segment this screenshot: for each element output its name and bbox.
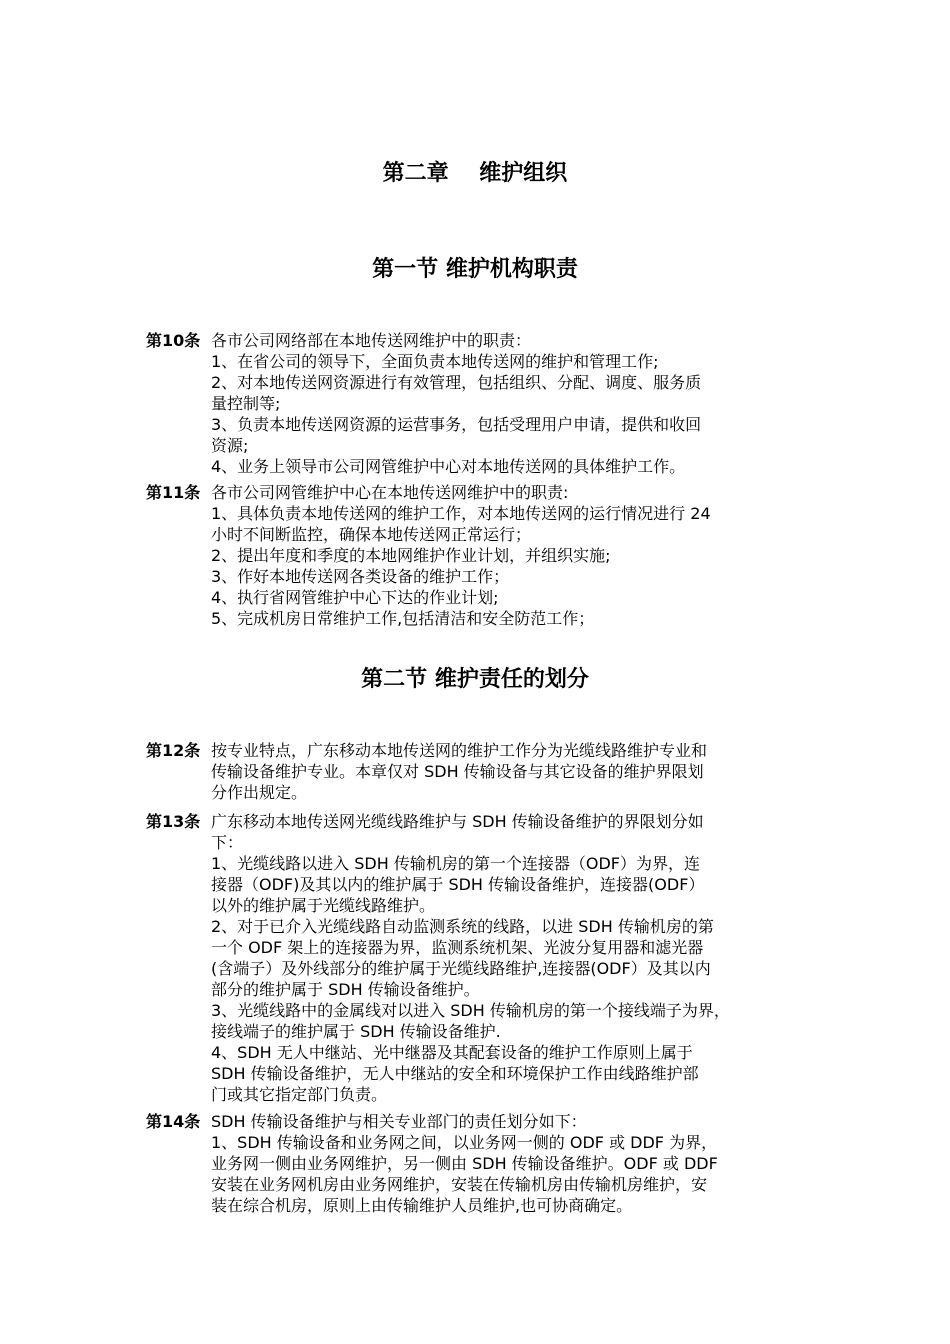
article-line: 传输设备维护专业。本章仅对 SDH 传输设备与其它设备的维护界限划 (211, 762, 704, 781)
article-line: 1、具体负责本地传送网的维护工作，对本地传送网的运行情况进行 24 (211, 504, 711, 523)
section-title-1: 第一节 维护机构职责 (372, 257, 578, 282)
article-label: 第14条 (146, 1112, 201, 1131)
article-label: 第12条 (146, 741, 201, 760)
article-13 (146, 811, 826, 1105)
article-body (211, 330, 826, 477)
article-line: 5、完成机房日常维护工作,包括清洁和安全防范工作； (211, 609, 595, 628)
article-body (211, 740, 826, 803)
article-line: 2、提出年度和季度的本地网维护作业计划，并组织实施; (211, 546, 611, 565)
article-line: 安装在业务网机房由业务网维护，安装在传输机房由传输机房维护，安 (211, 1175, 708, 1194)
article-line: SDH 传输设备维护，无人中继站的安全和环境保护工作由线路维护部 (211, 1064, 699, 1083)
article-line: 3、作好本地传送网各类设备的维护工作； (211, 567, 510, 586)
article-11 (146, 482, 826, 629)
article-line: 业务网一侧由业务网维护，另一侧由 SDH 传输设备维护。ODF 或 DDF (211, 1154, 718, 1173)
article-line: 4、业务上领导市公司网管维护中心对本地传送网的具体维护工作。 (211, 457, 686, 476)
article-line: 部分的维护属于 SDH 传输设备维护。 (211, 980, 480, 999)
article-label: 第10条 (146, 331, 201, 350)
article-line: 以外的维护属于光缆线路维护。 (211, 896, 436, 915)
article-line: 按专业特点，广东移动本地传送网的维护工作分为光缆线路维护专业和 (211, 741, 708, 760)
article-label: 第13条 (146, 812, 201, 831)
article-line: 2、对本地传送网资源进行有效管理，包括组织、分配、调度、服务质 (211, 373, 702, 392)
article-10 (146, 330, 826, 477)
article-line: 2、对于已介入光缆线路自动监测系统的线路，以进 SDH 传输机房的第 (211, 917, 714, 936)
article-line: 4、SDH 无人中继站、光中继器及其配套设备的维护工作原则上属于 (211, 1043, 693, 1062)
article-line: 资源; (211, 436, 249, 455)
article-12 (146, 740, 826, 803)
article-line: (含端子）及外线部分的维护属于光缆线路维护,连接器(ODF）及其以内 (211, 959, 711, 978)
article-line: 广东移动本地传送网光缆线路维护与 SDH 传输设备维护的界限划分如 (211, 812, 704, 831)
article-body (211, 482, 826, 629)
article-line: 1、SDH 传输设备和业务网之间，以业务网一侧的 ODF 或 DDF 为界， (211, 1133, 718, 1152)
article-line: 各市公司网络部在本地传送网维护中的职责： (211, 331, 532, 350)
article-body (211, 811, 826, 1105)
article-line: 装在综合机房，原则上由传输维护人员维护,也可协商确定。 (211, 1196, 633, 1215)
article-line: 1、在省公司的领导下，全面负责本地传送网的维护和管理工作; (211, 352, 659, 371)
article-line: 门或其它指定部门负责。 (211, 1085, 388, 1104)
section-title-2: 第二节 维护责任的划分 (361, 667, 589, 692)
article-line: 4、执行省网管维护中心下达的作业计划; (211, 588, 499, 607)
article-line: SDH 传输设备维护与相关专业部门的责任划分如下： (211, 1112, 587, 1131)
article-line: 小时不间断监控，确保本地传送网正常运行； (211, 525, 532, 544)
article-line: 1、光缆线路以进入 SDH 传输机房的第一个连接器（ODF）为界，连 (211, 854, 700, 873)
article-line: 分作出规定。 (211, 783, 308, 802)
article-line: 各市公司网管维护中心在本地传送网维护中的职责: (211, 483, 569, 502)
article-line: 接器（ODF)及其以内的维护属于 SDH 传输设备维护，连接器(ODF） (211, 875, 705, 894)
article-line: 接线端子的维护属于 SDH 传输设备维护. (211, 1022, 501, 1041)
article-line: 一个 ODF 架上的连接器为界，监测系统机架、光波分复用器和滤光器 (211, 938, 704, 957)
article-line: 3、负责本地传送网资源的运营事务，包括受理用户申请，提供和收回 (211, 415, 702, 434)
article-body (211, 1111, 826, 1216)
article-14 (146, 1111, 826, 1216)
article-label: 第11条 (146, 483, 201, 502)
article-line: 下： (211, 833, 244, 852)
article-line: 量控制等; (211, 394, 281, 413)
chapter-title: 第二章 维护组织 (382, 161, 568, 186)
article-line: 3、光缆线路中的金属线对以进入 SDH 传输机房的第一个接线端子为界， (211, 1001, 730, 1020)
